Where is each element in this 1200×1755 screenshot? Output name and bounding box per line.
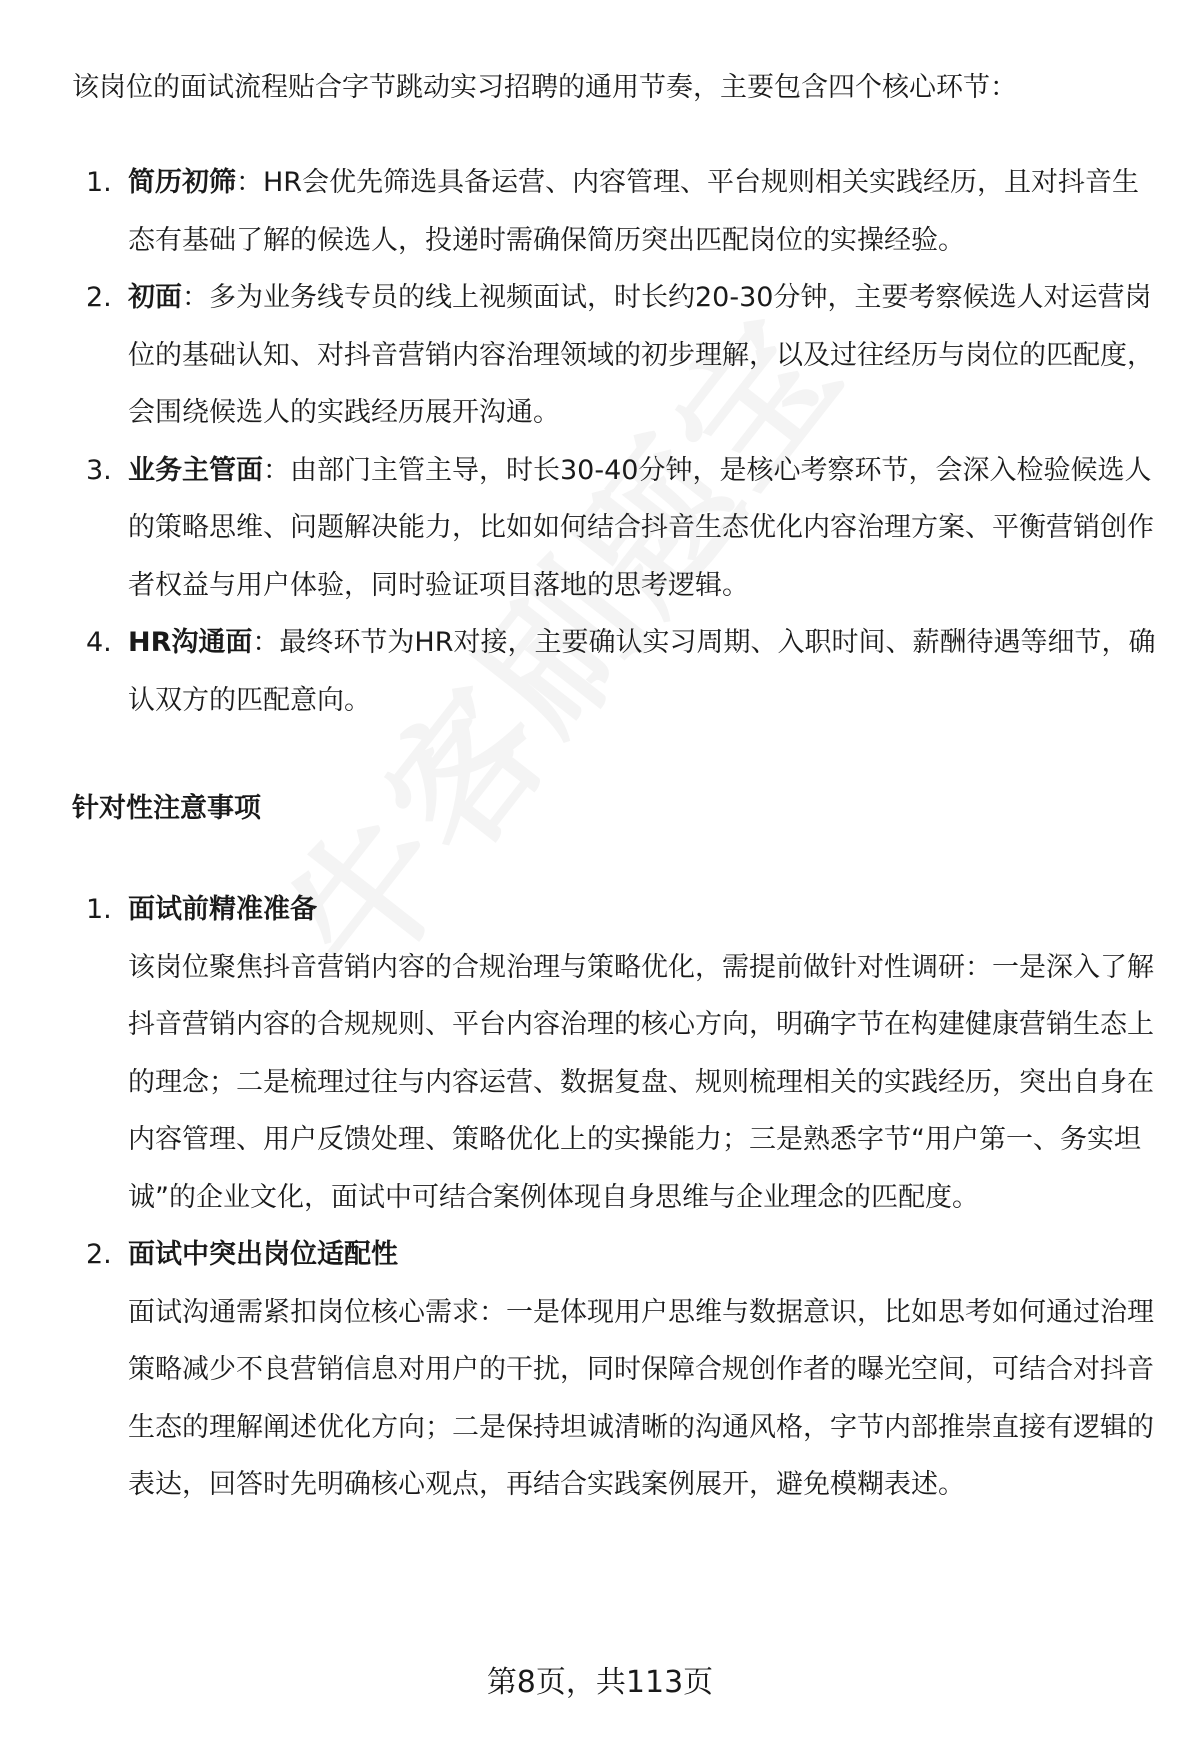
item-number: 1. <box>86 167 112 198</box>
interview-process-list <box>72 154 1162 729</box>
process-item <box>72 442 1162 615</box>
intro-paragraph: 该岗位的面试流程贴合字节跳动实习招聘的通用节奏，主要包含四个核心环节： <box>72 72 1017 103</box>
item-number: 2. <box>86 1239 112 1270</box>
note-body: 该岗位聚焦抖音营销内容的合规治理与策略优化，需提前做针对性调研：一是深入了解抖音营销内容的合规规则、平台内容治理的核心方向，明确字节在构建健康营销生态上的理念；二是梳理过往与内容运营、数据复盘、规则梳理相关的实践经历，突出自身在内容管理、用户反馈处理、策略优化上的实操能力；三是熟悉字节“用户第一、务实坦诚”的企业文化，面试中可结合案例体现自身思维与企业理念的匹配度。 <box>128 951 1154 1213</box>
item-text: ：多为业务线专员的线上视频面试，时长约20-30分钟，主要考察候选人对运营岗位的基础认知、对抖音营销内容治理领域的初步理解，以及过往经历与岗位的匹配度，会围绕候选人的实践经历展开沟通。 <box>128 282 1154 428</box>
item-number: 4. <box>86 627 112 658</box>
note-title: 面试中突出岗位适配性 <box>128 1239 398 1270</box>
item-term: 简历初筛 <box>128 167 236 198</box>
item-term: HR沟通面 <box>128 627 253 658</box>
process-item <box>72 614 1162 729</box>
section-heading: 针对性注意事项 <box>72 793 261 824</box>
item-number: 1. <box>86 894 112 925</box>
page-footer: 第8页，共113页 <box>486 1665 714 1700</box>
item-term: 业务主管面 <box>128 454 263 486</box>
item-number: 3. <box>86 454 112 486</box>
note-item <box>72 1226 1162 1514</box>
note-body: 面试沟通需紧扣岗位核心需求：一是体现用户思维与数据意识，比如思考如何通过治理策略减少不良营销信息对用户的干扰，同时保障合规创作者的曝光空间，可结合对抖音生态的理解阐述优化方向；二是保持坦诚清晰的沟通风格，字节内部推崇直接有逻辑的表达，回答时先明确核心观点，再结合实践案例展开，避免模糊表述。 <box>128 1296 1154 1500</box>
item-number: 2. <box>86 282 112 313</box>
item-text: ：HR会优先筛选具备运营、内容管理、平台规则相关实践经历，且对抖音生态有基础了解的候选人，投递时需确保简历突出匹配岗位的实操经验。 <box>128 167 1140 256</box>
item-text: ：由部门主管主导，时长30-40分钟，是核心考察环节，会深入检验候选人的策略思维、问题解决能力，比如如何结合抖音生态优化内容治理方案、平衡营销创作者权益与用户体验，同时验证项目落地的思考逻辑。 <box>128 454 1154 601</box>
note-title: 面试前精准准备 <box>128 894 317 925</box>
note-item <box>72 881 1162 1226</box>
notes-list <box>72 881 1162 1514</box>
item-text: ：最终环节为HR对接，主要确认实习周期、入职时间、薪酬待遇等细节，确认双方的匹配意向。 <box>128 627 1156 716</box>
process-item <box>72 269 1162 442</box>
process-item <box>72 154 1162 269</box>
item-term: 初面 <box>128 282 182 313</box>
